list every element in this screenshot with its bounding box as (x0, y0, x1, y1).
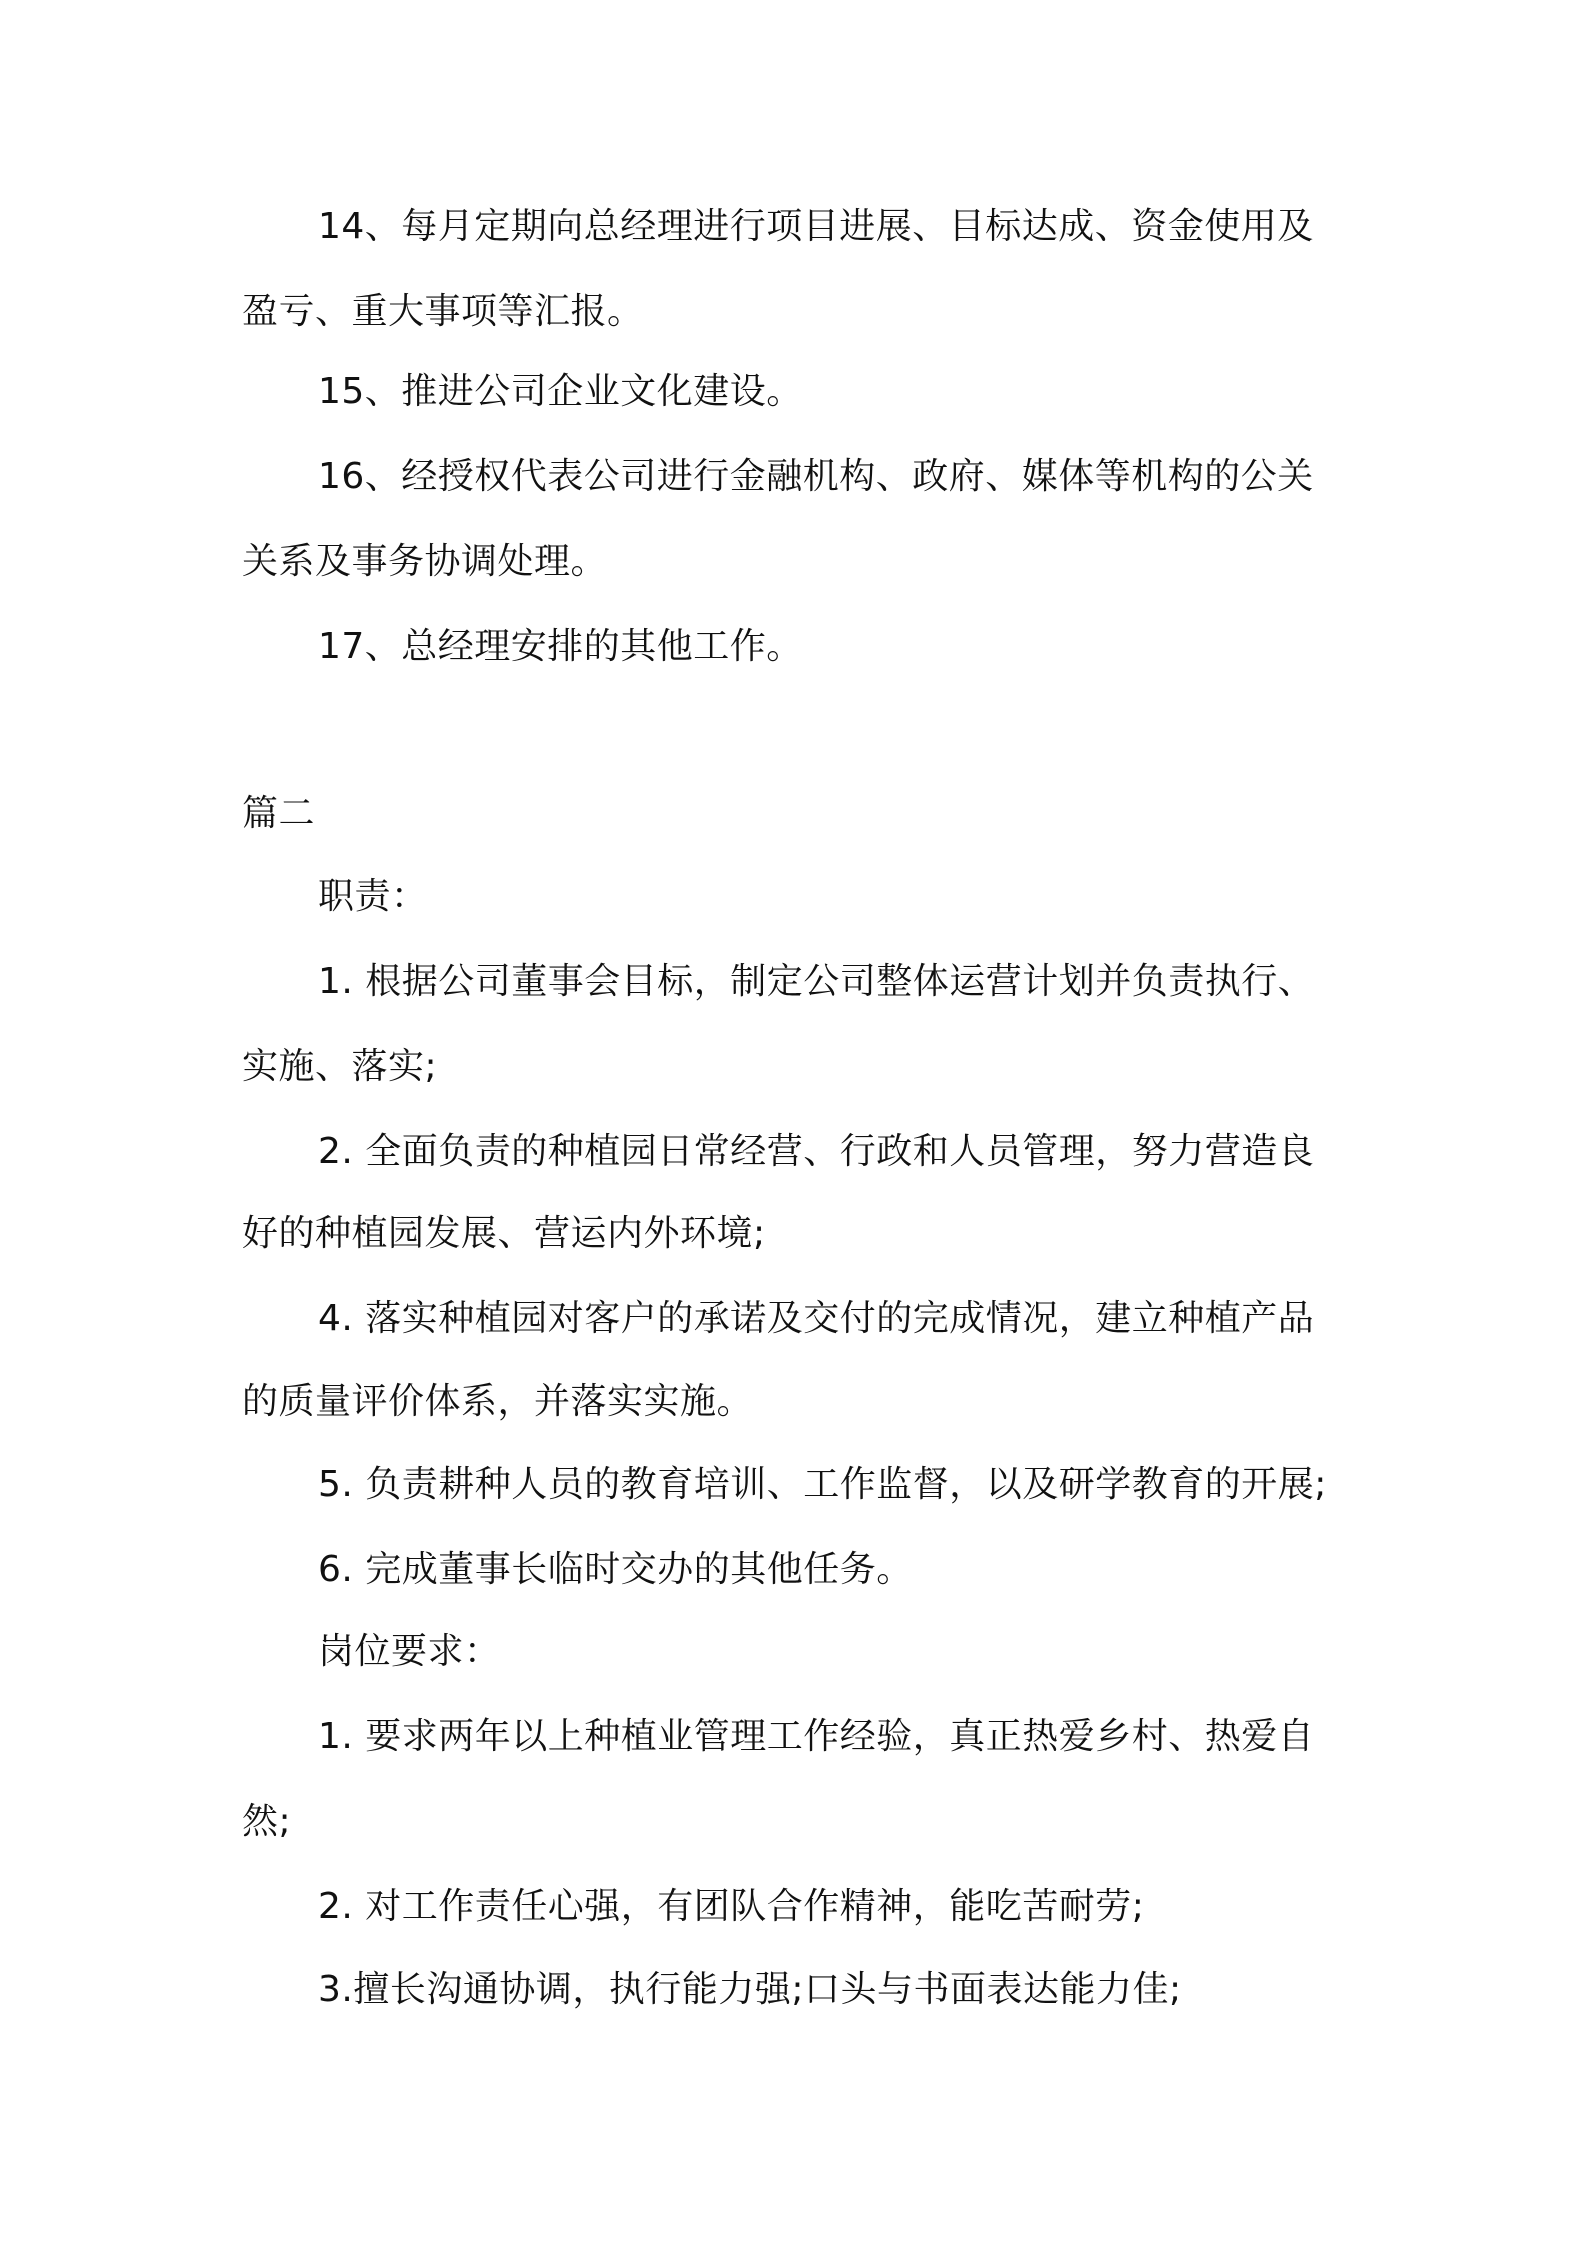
requirement-1-line-2: 然; (242, 1801, 292, 1842)
paragraph-14-line-1: 14、每月定期向总经理进行项目进展、目标达成、资金使用及 (318, 206, 1314, 247)
requirements-heading: 岗位要求： (318, 1631, 501, 1672)
responsibilities-heading: 职责： (318, 876, 428, 917)
responsibility-2-line-1: 2. 全面负责的种植园日常经营、行政和人员管理，努力营造良 (318, 1131, 1315, 1172)
responsibility-5: 5. 负责耕种人员的教育培训、工作监督，以及研学教育的开展; (318, 1464, 1327, 1505)
paragraph-15: 15、推进公司企业文化建设。 (318, 371, 803, 412)
paragraph-16-line-1: 16、经授权代表公司进行金融机构、政府、媒体等机构的公关 (318, 456, 1314, 497)
paragraph-14-line-2: 盈亏、重大事项等汇报。 (242, 291, 644, 332)
paragraph-17: 17、总经理安排的其他工作。 (318, 626, 803, 667)
responsibility-4-line-2: 的质量评价体系，并落实实施。 (242, 1381, 754, 1422)
responsibility-4-line-1: 4. 落实种植园对客户的承诺及交付的完成情况，建立种植产品 (318, 1298, 1315, 1339)
requirement-3: 3.擅长沟通协调，执行能力强;口头与书面表达能力佳; (318, 1969, 1182, 2010)
responsibility-2-line-2: 好的种植园发展、营运内外环境; (242, 1213, 766, 1254)
section-heading: 篇二 (242, 793, 316, 834)
requirement-2: 2. 对工作责任心强，有团队合作精神，能吃苦耐劳; (318, 1886, 1145, 1927)
responsibility-6: 6. 完成董事长临时交办的其他任务。 (318, 1549, 913, 1590)
responsibility-1-line-1: 1. 根据公司董事会目标，制定公司整体运营计划并负责执行、 (318, 961, 1315, 1002)
requirement-1-line-1: 1. 要求两年以上种植业管理工作经验，真正热爱乡村、热爱自 (318, 1716, 1315, 1757)
paragraph-16-line-2: 关系及事务协调处理。 (242, 541, 608, 582)
responsibility-1-line-2: 实施、落实; (242, 1046, 438, 1087)
